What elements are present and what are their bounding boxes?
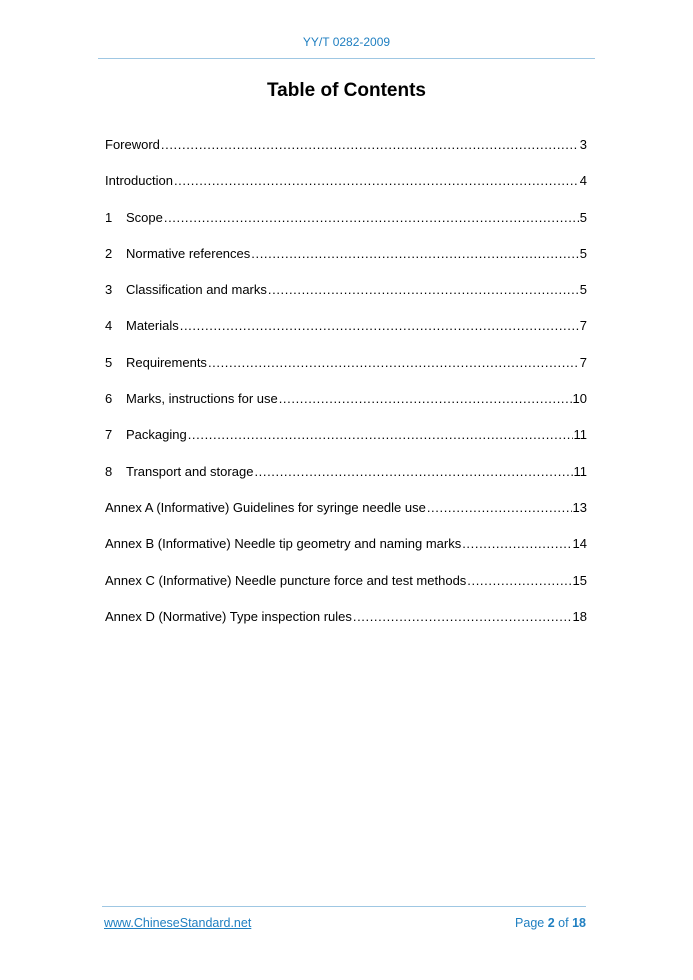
toc-entry-annex-b[interactable] — [105, 536, 587, 572]
toc-entry-annex-d[interactable] — [105, 609, 587, 645]
toc-entry-page: 5 — [579, 282, 587, 298]
toc-entry-label: Classification and marks — [126, 282, 267, 298]
toc-entry-number: 5 — [105, 354, 113, 370]
footer-page-prefix: Page — [515, 916, 545, 930]
toc-dot-leader — [279, 391, 572, 406]
toc-dot-leader — [251, 246, 578, 261]
toc-entry-label: Transport and storage — [126, 463, 254, 479]
page-title: Table of Contents — [266, 80, 427, 101]
toc-dot-leader — [427, 500, 572, 515]
toc-entry-label: Foreword — [105, 137, 160, 152]
toc-entry-page: 5 — [579, 209, 587, 225]
footer-page-number — [515, 916, 586, 930]
toc-entry-label: Normative references — [126, 245, 251, 261]
toc-entry-annex-a[interactable] — [105, 500, 587, 536]
toc-entry-page: 7 — [579, 354, 587, 370]
toc-entry-page: 3 — [579, 137, 587, 152]
footer-website-link[interactable]: www.ChineseStandard.net — [104, 916, 252, 930]
toc-entry-label: Scope — [126, 209, 163, 225]
toc-dot-leader — [254, 464, 572, 479]
toc-entry-page: 14 — [572, 536, 587, 552]
toc-entry-number: 8 — [105, 463, 113, 479]
footer-page-of: of — [558, 916, 569, 930]
toc-entry-page: 11 — [573, 463, 587, 479]
toc-dot-leader — [462, 536, 571, 551]
toc-entry-transport-storage[interactable] — [105, 464, 587, 500]
toc-entry-requirements[interactable] — [105, 355, 587, 391]
toc-entry-page: 4 — [579, 173, 587, 189]
toc-entry-label: Packaging — [126, 427, 187, 443]
toc-entry-label: Annex C (Informative) Needle puncture force and test methods — [105, 572, 467, 588]
toc-dot-leader — [268, 282, 579, 297]
header-standard-code: YY/T 0282-2009 — [302, 35, 391, 49]
toc-entry-number: 3 — [105, 282, 113, 298]
toc-entry-number: 6 — [105, 391, 113, 407]
toc-dot-leader — [208, 355, 579, 370]
toc-entry-page: 11 — [573, 427, 587, 443]
toc-dot-leader — [174, 173, 579, 188]
toc-dot-leader — [467, 573, 571, 588]
toc-entry-label: Materials — [126, 318, 179, 334]
toc-entry-introduction[interactable] — [105, 173, 587, 209]
toc-entry-label: Requirements — [126, 354, 207, 370]
toc-dot-leader — [164, 210, 579, 225]
toc-entry-number: 2 — [105, 245, 113, 261]
toc-entry-materials[interactable] — [105, 318, 587, 354]
table-of-contents — [105, 137, 587, 645]
toc-entry-classification[interactable] — [105, 282, 587, 318]
toc-entry-label: Annex A (Informative) Guidelines for syringe needle use — [105, 499, 426, 515]
toc-entry-number: 1 — [105, 209, 113, 225]
toc-entry-annex-c[interactable] — [105, 573, 587, 609]
toc-entry-page: 10 — [572, 391, 587, 407]
toc-entry-page: 15 — [572, 572, 587, 588]
toc-entry-number: 7 — [105, 427, 113, 443]
toc-entry-number: 4 — [105, 318, 113, 334]
toc-entry-label: Introduction — [105, 173, 173, 189]
toc-entry-marks-instructions[interactable] — [105, 391, 587, 427]
toc-entry-page: 7 — [579, 318, 587, 334]
toc-dot-leader — [161, 137, 579, 152]
footer-divider — [102, 906, 586, 907]
toc-entry-normative-references[interactable] — [105, 246, 587, 282]
toc-entry-label: Annex B (Informative) Needle tip geometry and naming marks — [105, 536, 462, 552]
toc-entry-scope[interactable] — [105, 210, 587, 246]
toc-entry-page: 18 — [572, 608, 587, 624]
toc-entry-foreword[interactable] — [105, 137, 587, 173]
toc-dot-leader — [353, 609, 572, 624]
toc-entry-label: Annex D (Normative) Type inspection rules — [105, 608, 352, 624]
toc-dot-leader — [180, 318, 579, 333]
toc-entry-page: 13 — [572, 499, 587, 515]
footer-page-total: 18 — [572, 916, 586, 930]
header-divider — [98, 58, 595, 59]
toc-entry-packaging[interactable] — [105, 427, 587, 463]
toc-entry-page: 5 — [579, 245, 587, 261]
toc-entry-label: Marks, instructions for use — [126, 391, 278, 407]
footer-page-current: 2 — [547, 916, 555, 930]
toc-dot-leader — [188, 427, 573, 442]
